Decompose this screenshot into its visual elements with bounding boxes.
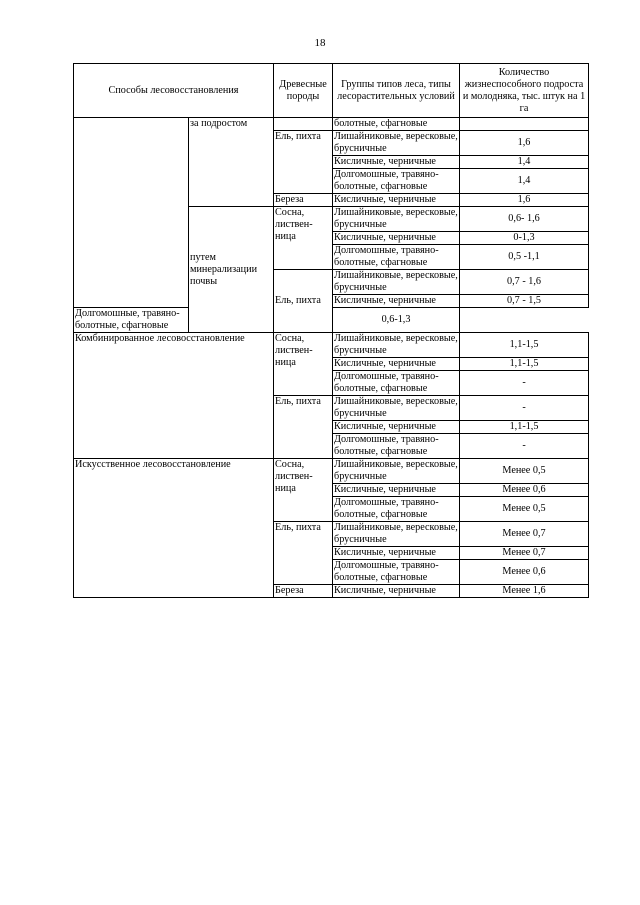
quantity: 0,7 - 1,5 (460, 295, 589, 308)
method-combined: Комбинированное лесовосстановление (74, 333, 274, 459)
quantity: Менее 0,6 (460, 484, 589, 497)
quantity: 1,4 (460, 156, 589, 169)
method-artificial: Искусственное лесовосстановление (74, 459, 274, 598)
quantity: - (460, 434, 589, 459)
quantity: 0,5 -1,1 (460, 245, 589, 270)
forest-type: Долгомошные, травяно-болотные, сфагновые (333, 497, 460, 522)
species: Сосна, листвен-ница (274, 333, 333, 396)
forest-type: Лишайниковые, вересковые, брусничные (334, 207, 458, 230)
forest-type: Лишайниковые, вересковые, брусничные (334, 522, 458, 545)
quantity: - (460, 371, 589, 396)
forest-type: Кисличные, черничные (333, 156, 460, 169)
table-header-row (74, 64, 589, 118)
method-natural-blank (74, 118, 189, 308)
table-row (74, 459, 589, 484)
species: Береза (274, 194, 333, 207)
quantity: 0,6-1,3 (333, 308, 460, 333)
quantity: 1,4 (460, 169, 589, 194)
header-methods: Способы лесовосстановления (74, 64, 274, 118)
forest-type: Кисличные, черничные (333, 358, 460, 371)
forest-type: Кисличные, черничные (333, 547, 460, 560)
forest-type: Долгомошные, травяно-болотные, сфагновые (333, 560, 460, 585)
quantity-empty (460, 118, 589, 131)
forest-type: Кисличные, черничные (333, 484, 460, 497)
quantity: Менее 0,7 (460, 522, 589, 547)
species: Береза (274, 585, 333, 598)
forest-type: Лишайниковые, вересковые, брусничные (334, 459, 458, 482)
species-empty (274, 118, 333, 131)
forest-type: Долгомошные, травяно-болотные, сфагновые (333, 371, 460, 396)
forest-type: Лишайниковые, вересковые, брусничные (334, 270, 458, 293)
forest-type: Долгомошные, травяно-болотные, сфагновые (333, 169, 460, 194)
forest-type: болотные, сфагновые (333, 118, 460, 131)
forest-type: Кисличные, черничные (333, 232, 460, 245)
forest-type: Кисличные, черничные (333, 421, 460, 434)
quantity: 1,1-1,5 (460, 421, 589, 434)
forest-type: Кисличные, черничные (333, 585, 460, 598)
species: Ель, пихта (274, 396, 333, 459)
quantity: 1,6 (460, 194, 589, 207)
page-number: 18 (314, 37, 326, 49)
species: Ель, пихта (274, 131, 333, 194)
forest-type: Лишайниковые, вересковые, брусничные (334, 333, 458, 356)
species: Ель, пихта (274, 270, 333, 333)
header-quantity: Количество жизнеспособного подроста и молодняка, тыс. штук на 1 га (460, 64, 589, 118)
forest-type: Лишайниковые, вересковые, брусничные (334, 396, 458, 419)
species: Сосна, листвен-ница (274, 207, 333, 270)
quantity: Менее 0,6 (460, 560, 589, 585)
header-species: Древесные породы (274, 64, 333, 118)
method-mineralization: путем минерализации почвы (189, 207, 274, 333)
table-row (74, 333, 589, 358)
forest-type: Долгомошные, травяно-болотные, сфагновые (333, 434, 460, 459)
method-undergrowth: за подростом (189, 118, 274, 207)
quantity: Менее 0,5 (460, 497, 589, 522)
quantity: Менее 1,6 (460, 585, 589, 598)
reforestation-table (73, 63, 589, 598)
quantity: 1,1-1,5 (460, 333, 589, 358)
forest-type: Лишайниковые, вересковые, брусничные (334, 131, 458, 154)
quantity: - (460, 396, 589, 421)
quantity: 0-1,3 (460, 232, 589, 245)
table-row (74, 118, 589, 131)
forest-type: Кисличные, черничные (333, 295, 460, 308)
header-forest-groups: Группы типов леса, типы лесорастительных условий (333, 64, 460, 118)
species: Сосна, листвен-ница (274, 459, 333, 522)
forest-type: Кисличные, черничные (333, 194, 460, 207)
forest-type: Долгомошные, травяно-болотные, сфагновые (74, 308, 189, 333)
quantity: 1,1-1,5 (460, 358, 589, 371)
quantity: 0,6- 1,6 (460, 207, 589, 232)
quantity: Менее 0,5 (460, 459, 589, 484)
quantity: 1,6 (460, 131, 589, 156)
forest-type: Долгомошные, травяно-болотные, сфагновые (333, 245, 460, 270)
quantity: 0,7 - 1,6 (460, 270, 589, 295)
species: Ель, пихта (274, 522, 333, 585)
quantity: Менее 0,7 (460, 547, 589, 560)
